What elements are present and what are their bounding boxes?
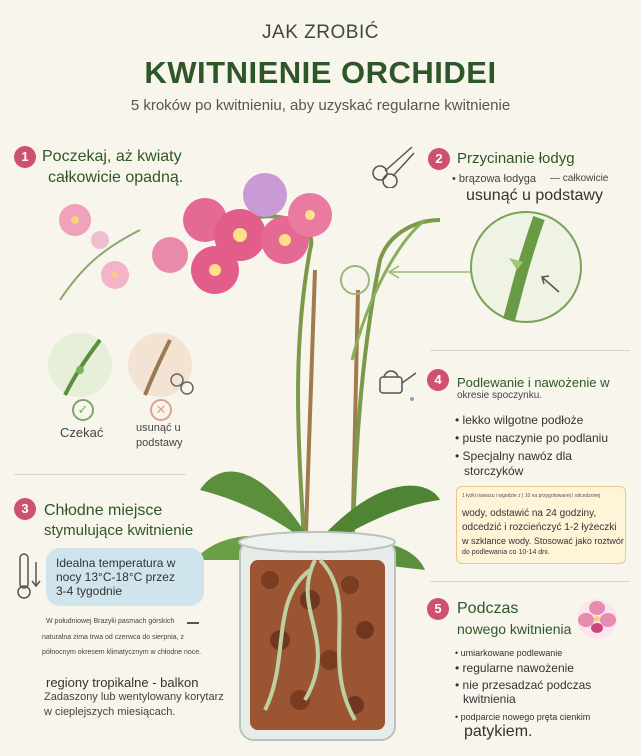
cross-icon: ✕ xyxy=(150,399,172,421)
step5-title-line1: Podczas xyxy=(457,600,519,617)
note-line4: do podlewania co 10-14 dni. xyxy=(462,549,550,556)
orchid-illustration xyxy=(140,160,460,756)
step4-item-4: storczyków xyxy=(464,464,524,478)
stem-detail-circle xyxy=(469,210,584,325)
step5-item-1: • umiarkowane podlewanie xyxy=(455,645,562,661)
temp-line3: 3-4 tygodnie xyxy=(56,584,123,598)
step1-number: 1 xyxy=(14,146,36,168)
step5-item-2: • regularne nawożenie xyxy=(455,660,574,676)
step4-item-3: • Specjalny nawóz dla xyxy=(455,448,572,464)
support-big: patykiem. xyxy=(464,723,533,740)
regions-line1: Zadaszony lub wentylowany korytarz xyxy=(44,691,224,703)
step3-small-line2: naturalna zima trwa od czerwca do sierpnia, z xyxy=(42,634,185,641)
wilting-flowers-icon xyxy=(40,190,150,310)
step5-number: 5 xyxy=(427,598,449,620)
step5-item-4: kwitnienia xyxy=(463,692,516,706)
step3-small-line3: północnym okresem klimatycznym w chłodne noce. xyxy=(42,649,202,656)
highlight-circle xyxy=(341,266,369,294)
dash-icon xyxy=(187,622,199,624)
step3-title-line1: Chłodne miejsce xyxy=(44,502,163,519)
step2-emphasis: usunąć u podstawy xyxy=(466,187,603,204)
healthy-stem-icon xyxy=(45,330,115,400)
note-line2: odcedzić i rozcieńczyć 1-2 łyżeczki xyxy=(462,522,617,533)
temp-line1: Idealna temperatura w xyxy=(56,556,176,570)
thermometer-icon xyxy=(14,552,44,600)
regions-line2: w cieplejszych miesiącach. xyxy=(44,706,176,718)
header-line1: JAK ZROBIĆ xyxy=(262,22,379,43)
step4-item-1: • lekko wilgotne podłoże xyxy=(455,412,583,428)
divider-step1 xyxy=(14,474,186,475)
step2-title: Przycinanie łodyg xyxy=(457,150,575,167)
orchid-flower-icon xyxy=(572,596,622,642)
step4-title-small: okresie spoczynku. xyxy=(457,390,543,401)
divider-step4 xyxy=(430,581,630,582)
cut-stem-icon xyxy=(125,330,195,400)
step2-label-b: — całkowicie xyxy=(550,173,609,184)
page-subtitle: 5 kroków po kwitnieniu, aby uzyskać regularne kwitnienie xyxy=(130,97,511,114)
step2-label-a: • brązowa łodyga xyxy=(452,173,536,185)
regions-title: regiony tropikalne - balkon xyxy=(46,675,199,690)
step3-small-line1: W południowej Brazylii pasmach górskich xyxy=(46,618,175,625)
watering-can-icon xyxy=(376,365,421,405)
step1-title-line2: całkowicie opadną. xyxy=(48,169,184,186)
temp-line2: nocy 13°C-18°C przez xyxy=(56,570,175,584)
step5-item-3: • nie przesadzać podczas xyxy=(455,677,591,693)
pruning-shears-icon xyxy=(368,143,418,188)
wait-label: Czekać xyxy=(60,425,104,440)
step5-title-line2: nowego kwitnienia xyxy=(457,621,572,637)
support-small: • podparcie nowego pręta cienkim xyxy=(455,709,590,725)
note-line1: wody, odstawić na 24 godziny, xyxy=(462,508,597,519)
step2-number: 2 xyxy=(428,148,450,170)
note-small: 1 łyżki nawozu i wgodzie z | 10 na przygotowanej i odcedzonej xyxy=(462,493,601,499)
step3-title-line2: stymulujące kwitnienie xyxy=(44,522,194,539)
cut-label-line2: podstawy xyxy=(136,437,183,449)
step3-number: 3 xyxy=(14,498,36,520)
step4-title: Podlewanie i nawożenie w xyxy=(457,375,610,390)
cut-label-line1: usunąć u xyxy=(136,422,181,434)
page-title: KWITNIENIE ORCHIDEI xyxy=(144,55,497,90)
divider-step2 xyxy=(430,350,630,351)
step4-number: 4 xyxy=(427,369,449,391)
step4-item-2: • puste naczynie po podlaniu xyxy=(455,430,608,446)
note-line3: w szklance wody. Stosować jako roztwór xyxy=(462,536,624,546)
stake-left xyxy=(305,270,315,560)
step1-title-line1: Poczekaj, aż kwiaty xyxy=(42,148,182,165)
check-icon: ✓ xyxy=(72,399,94,421)
